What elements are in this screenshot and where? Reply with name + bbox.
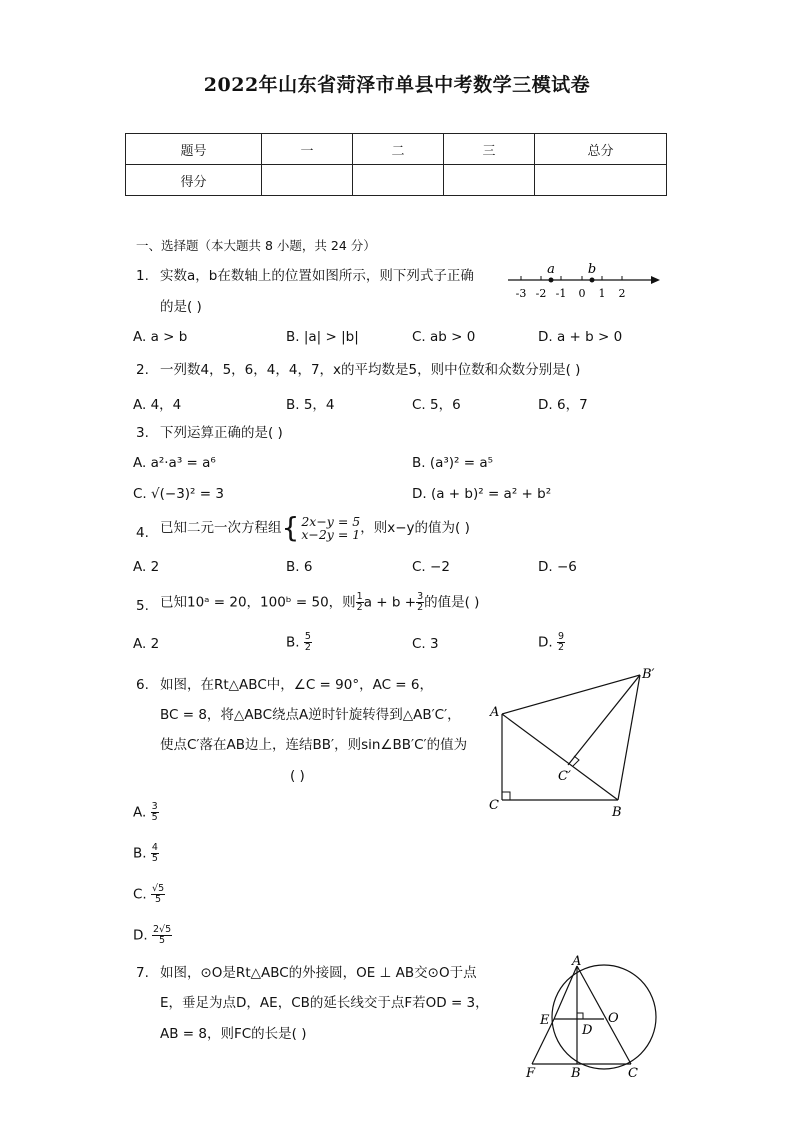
option-b[interactable]: B. (a³)² = a⁵ [412, 455, 494, 471]
question-text: 的是( ) [160, 299, 202, 315]
question-text [160, 511, 470, 544]
question-text: BC = 8，将△ABC绕点A逆时针旋转得到△AB′C′， [160, 707, 461, 723]
question-text: 使点C′落在AB边上，连结BB′，则sin∠BB′C′的值为 [160, 737, 468, 753]
number-line-figure [505, 258, 665, 304]
option-a[interactable]: A. a²·a³ = a⁶ [133, 455, 216, 471]
fraction [151, 843, 159, 864]
tick-label: -2 [535, 287, 547, 300]
vertex-label-c-prime: C′ [558, 769, 571, 784]
header-cell: 一 [262, 134, 353, 165]
option-c[interactable]: C. √(−3)² = 3 [133, 486, 224, 502]
vertex-label-a: A [490, 705, 500, 720]
option-b[interactable]: B. 6 [286, 559, 313, 575]
question-number: 4. [136, 525, 149, 541]
point-label-a: A [572, 954, 582, 969]
question-text: 如图，⊙O是Rt△ABC的外接圆，OE ⊥ AB交⊙O于点 [160, 965, 477, 981]
option-a[interactable]: A. 2 [133, 559, 160, 575]
option-b[interactable]: B. |a| > |b| [286, 329, 359, 345]
option-d[interactable]: D. a + b > 0 [538, 329, 623, 345]
option-b[interactable] [286, 632, 312, 653]
option-c[interactable]: C. 5，6 [412, 397, 461, 413]
point-label-d: D [582, 1023, 593, 1038]
fraction [151, 802, 159, 823]
option-d[interactable]: D. −6 [538, 559, 577, 575]
denominator: 5 [159, 935, 166, 946]
point-label-a: a [547, 262, 555, 277]
point-label-b: b [587, 262, 597, 277]
score-table [125, 133, 667, 196]
option-a[interactable]: A. a > b [133, 329, 188, 345]
vertex-label-b: B [612, 805, 622, 820]
numerator: 3 [151, 801, 158, 812]
tick-label: 1 [598, 287, 606, 300]
question-text: 实数a，b在数轴上的位置如图所示，则下列式子正确 [160, 268, 474, 284]
fraction [152, 925, 172, 946]
option-letter: D. [538, 634, 553, 651]
option-a[interactable] [133, 802, 159, 823]
denominator: 5 [151, 812, 158, 823]
question-number: 2. [136, 362, 149, 378]
option-c[interactable]: C. 3 [412, 636, 439, 652]
tick-label: 0 [578, 287, 586, 300]
question-number: 7. [136, 965, 149, 981]
option-letter: B. [133, 845, 147, 862]
option-c[interactable]: C. ab > 0 [412, 329, 476, 345]
score-table-header-row [126, 134, 667, 165]
tick-label: 2 [618, 287, 626, 300]
point-label-b: B [571, 1066, 581, 1080]
tick-label: -1 [555, 287, 567, 300]
equation-1: 2x−y = 5 [301, 514, 361, 529]
denominator: 5 [151, 853, 158, 864]
section-heading: 一、选择题（本大题共 8 小题，共 24 分） [136, 238, 376, 253]
equation-2: x−2y = 1 [301, 527, 361, 542]
score-cell[interactable] [353, 165, 444, 196]
question-text: ( ) [290, 768, 305, 784]
vertex-label-c: C [489, 798, 499, 813]
circle-triangle-figure [520, 954, 665, 1080]
option-d[interactable] [538, 632, 565, 653]
numerator: 9 [557, 631, 565, 642]
exam-title: 2022年山东省菏泽市单县中考数学三模试卷 [203, 74, 591, 96]
denominator: 2 [557, 642, 565, 653]
point-label-c: C [628, 1066, 638, 1080]
score-cell[interactable] [444, 165, 535, 196]
denominator: 2 [304, 642, 311, 653]
question-number: 5. [136, 598, 149, 614]
question-text-post: 的值是( ) [424, 594, 480, 611]
score-cell[interactable] [535, 165, 667, 196]
numerator: 1 [356, 591, 363, 602]
question-text [160, 592, 479, 613]
option-letter: C. [133, 886, 147, 903]
question-text: 一列数4，5，6，4，4，7，x的平均数是5，则中位数和众数分别是( ) [160, 362, 581, 378]
header-cell: 三 [444, 134, 535, 165]
question-text-post: ，则x−y的值为( ) [360, 520, 470, 536]
fraction [356, 592, 364, 613]
fraction [416, 592, 424, 613]
brace-symbol: { [281, 511, 300, 544]
option-letter: B. [286, 634, 300, 651]
rotation-triangle-figure [484, 664, 664, 824]
option-b[interactable] [133, 843, 159, 864]
denominator: 2 [356, 602, 363, 613]
tick-label: -3 [515, 287, 527, 300]
fraction [151, 884, 165, 905]
score-cell[interactable] [262, 165, 353, 196]
numerator: √5 [152, 883, 165, 894]
header-cell: 总分 [535, 134, 667, 165]
question-text: E，垂足为点D，AE，CB的延长线交于点F若OD = 3， [160, 995, 489, 1011]
question-text-pre: 已知二元一次方程组 [160, 520, 282, 536]
numerator: 5 [304, 631, 311, 642]
question-text: 下列运算正确的是( ) [160, 425, 283, 441]
option-d[interactable]: D. (a + b)² = a² + b² [412, 486, 552, 502]
equation-system [299, 515, 360, 541]
question-text-mid: a + b + [363, 594, 417, 611]
vertex-label-b-prime: B′ [642, 667, 655, 682]
option-b[interactable]: B. 5，4 [286, 397, 335, 413]
option-c[interactable]: C. −2 [412, 559, 450, 575]
header-cell: 题号 [126, 134, 262, 165]
question-text: 如图，在Rt△ABC中，∠C = 90°，AC = 6， [160, 677, 433, 693]
numerator: 3 [417, 591, 424, 602]
row-label-cell: 得分 [126, 165, 262, 196]
question-number: 1. [136, 268, 149, 284]
fraction [304, 632, 312, 653]
point-label-f: F [526, 1066, 536, 1080]
option-letter: D. [133, 927, 148, 944]
question-number: 6. [136, 677, 149, 693]
question-number: 3. [136, 425, 149, 441]
option-d[interactable] [133, 925, 172, 946]
point-label-o: O [608, 1011, 619, 1026]
point-label-e: E [540, 1013, 550, 1028]
option-letter: A. [133, 804, 147, 821]
option-a[interactable]: A. 4，4 [133, 397, 182, 413]
question-text-pre: 已知10ᵃ = 20，100ᵇ = 50，则 [160, 594, 356, 611]
numerator: 4 [151, 842, 158, 853]
fraction [557, 632, 565, 653]
option-a[interactable]: A. 2 [133, 636, 160, 652]
question-text: AB = 8，则FC的长是( ) [160, 1026, 307, 1042]
option-d[interactable]: D. 6，7 [538, 397, 588, 413]
denominator: 5 [155, 894, 162, 905]
numerator: 2√5 [152, 924, 172, 935]
denominator: 2 [417, 602, 424, 613]
option-c[interactable] [133, 884, 165, 905]
header-cell: 二 [353, 134, 444, 165]
score-table-score-row [126, 165, 667, 196]
